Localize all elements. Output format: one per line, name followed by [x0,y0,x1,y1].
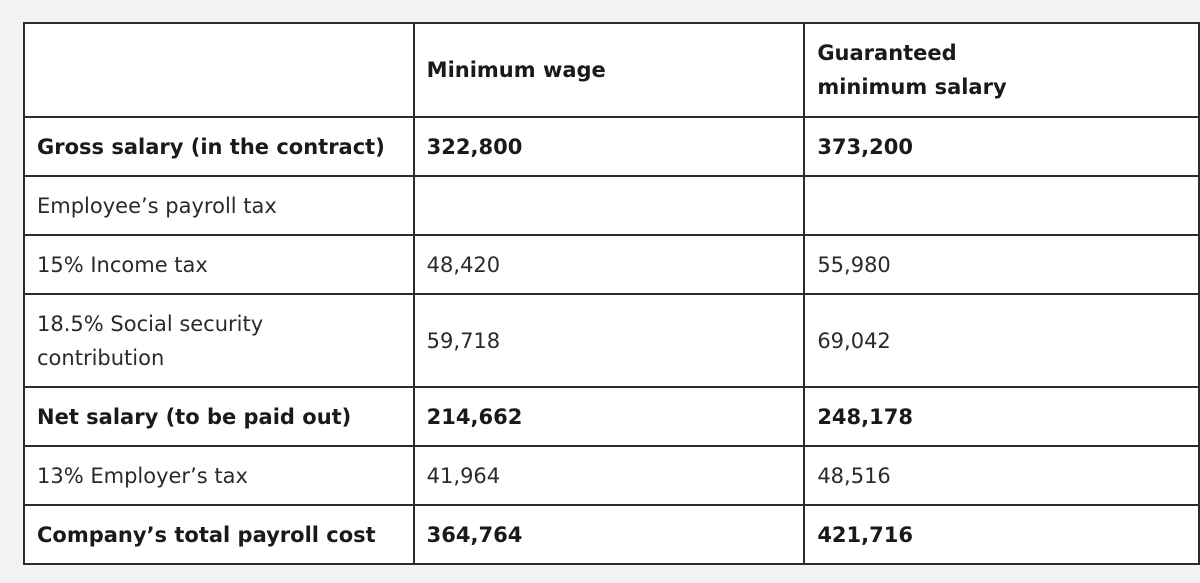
header-guaranteed-line1: Guaranteed [817,41,957,65]
table-row-gross-salary [24,117,1200,176]
row-label: Gross salary (in the contract) [24,117,414,176]
table-row-employee-payroll-tax [24,176,1200,235]
header-minimum-wage [414,23,805,117]
min-wage-value: 214,662 [414,387,805,446]
row-label: 15% Income tax [24,235,414,294]
table-row-net-salary [24,387,1200,446]
header-guaranteed-line2: minimum salary [817,75,1007,99]
row-label: Employee’s payroll tax [24,176,414,235]
guaranteed-value: 55,980 [804,235,1199,294]
min-wage-value [414,176,805,235]
min-wage-value: 364,764 [414,505,805,564]
guaranteed-value: 69,042 [804,294,1199,387]
row-label-line1: 18.5% Social security [37,311,264,336]
header-guaranteed-minimum-salary [804,23,1199,117]
row-label: 13% Employer’s tax [24,446,414,505]
header-corner-cell [24,23,414,117]
table-row-total-payroll-cost [24,505,1200,564]
row-label [24,294,414,387]
table-row-income-tax [24,235,1200,294]
payroll-table-container [23,22,1200,565]
table-row-employer-tax [24,446,1200,505]
min-wage-value: 59,718 [414,294,805,387]
guaranteed-value: 373,200 [804,117,1199,176]
row-label-line2: contribution [37,345,165,370]
table-row-social-security [24,294,1200,387]
row-label: Net salary (to be paid out) [24,387,414,446]
guaranteed-value [804,176,1199,235]
min-wage-value: 48,420 [414,235,805,294]
min-wage-value: 322,800 [414,117,805,176]
guaranteed-value: 48,516 [804,446,1199,505]
row-label: Company’s total payroll cost [24,505,414,564]
payroll-comparison-table [23,22,1200,565]
header-minimum-wage-label: Minimum wage [426,58,606,82]
guaranteed-value: 248,178 [804,387,1199,446]
guaranteed-value: 421,716 [804,505,1199,564]
table-header-row [24,23,1200,117]
min-wage-value: 41,964 [414,446,805,505]
